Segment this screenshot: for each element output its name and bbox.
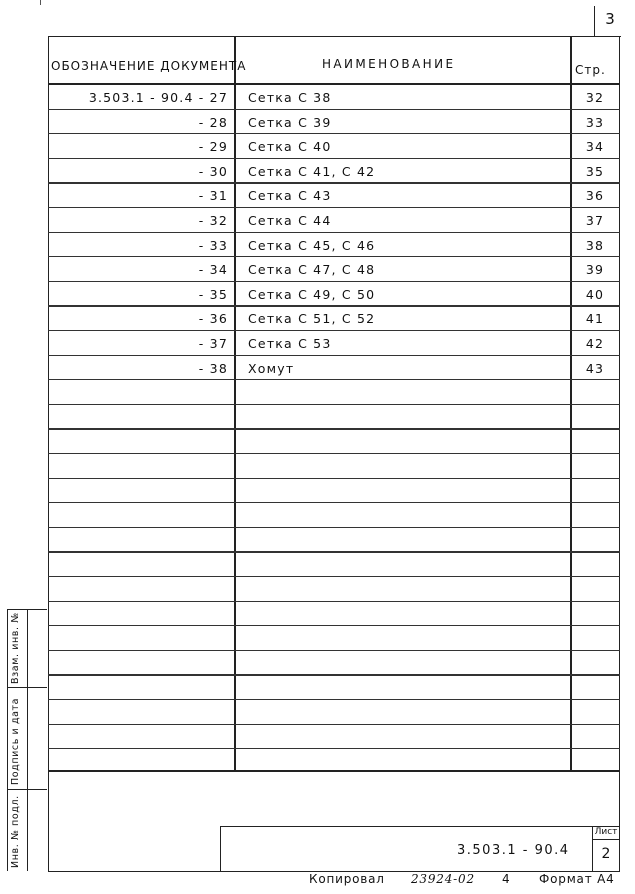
row-rule bbox=[48, 109, 620, 110]
row-name: Сетка С 47, С 48 bbox=[248, 262, 376, 278]
footer-order-number: 23924-02 bbox=[411, 872, 475, 886]
row-rule bbox=[48, 256, 620, 257]
header-name: НАИМЕНОВАНИЕ bbox=[322, 57, 456, 71]
row-rule bbox=[48, 502, 620, 503]
row-designation: - 37 bbox=[198, 336, 228, 351]
row-rule bbox=[48, 748, 620, 749]
row-rule bbox=[48, 527, 620, 528]
row-rule bbox=[48, 305, 620, 306]
stamp-signature-date: Подпись и дата bbox=[10, 697, 21, 785]
row-rule bbox=[48, 133, 620, 134]
title-block-sheet-label: Лист bbox=[592, 826, 620, 840]
row-rule bbox=[48, 182, 620, 183]
row-page: 41 bbox=[585, 311, 605, 327]
row-designation: - 33 bbox=[198, 237, 228, 253]
row-name: Сетка С 38 bbox=[248, 90, 332, 105]
row-rule bbox=[48, 724, 620, 725]
row-page: 32 bbox=[585, 90, 605, 105]
stamp-outer-edge bbox=[7, 609, 8, 871]
row-rule bbox=[48, 478, 620, 479]
row-designation: - 31 bbox=[198, 188, 228, 204]
row-page: 39 bbox=[585, 262, 605, 278]
row-name: Сетка С 53 bbox=[248, 336, 332, 351]
row-rule bbox=[48, 625, 620, 626]
row-rule bbox=[48, 674, 620, 675]
row-rule bbox=[48, 158, 620, 159]
header-page: Стр. bbox=[575, 63, 606, 77]
row-rule bbox=[48, 453, 620, 454]
row-designation: - 28 bbox=[198, 114, 228, 130]
row-rule bbox=[48, 379, 620, 380]
row-page: 36 bbox=[585, 188, 605, 204]
table-bottom-rule bbox=[48, 770, 620, 772]
row-name: Сетка С 43 bbox=[248, 188, 332, 204]
row-page: 43 bbox=[585, 360, 605, 376]
row-designation: - 30 bbox=[198, 163, 228, 179]
header-rule bbox=[48, 83, 620, 85]
side-stamp bbox=[7, 609, 47, 871]
stamp-rule-1 bbox=[7, 687, 47, 688]
row-rule bbox=[48, 551, 620, 552]
stamp-inventory-original: Инв. № подл. bbox=[10, 795, 21, 868]
row-page: 35 bbox=[585, 163, 605, 179]
row-designation: - 32 bbox=[198, 213, 228, 228]
row-page: 34 bbox=[585, 139, 605, 155]
title-block-document-code: 3.503.1 - 90.4 bbox=[457, 843, 570, 858]
row-name: Сетка С 51, С 52 bbox=[248, 311, 376, 327]
row-rule bbox=[48, 207, 620, 208]
row-name: Сетка С 39 bbox=[248, 114, 332, 130]
row-name: Сетка С 40 bbox=[248, 139, 332, 155]
row-rule bbox=[48, 232, 620, 233]
row-rule bbox=[48, 428, 620, 429]
row-rule bbox=[48, 404, 620, 405]
row-designation: - 38 bbox=[198, 360, 228, 376]
row-rule bbox=[48, 601, 620, 602]
row-name: Сетка С 49, С 50 bbox=[248, 286, 376, 302]
row-designation: - 29 bbox=[198, 139, 228, 155]
stamp-replaces-inventory: Взам. инв. № bbox=[10, 612, 21, 684]
header-designation: ОБОЗНАЧЕНИЕ ДОКУМЕНТА bbox=[51, 59, 247, 73]
row-rule bbox=[48, 281, 620, 282]
row-page: 33 bbox=[585, 114, 605, 130]
row-page: 42 bbox=[585, 336, 605, 351]
row-designation: - 34 bbox=[198, 262, 228, 278]
footer-copy-count: 4 bbox=[502, 872, 511, 886]
stamp-top-rule bbox=[7, 609, 47, 610]
title-block-sheet-number: 2 bbox=[601, 846, 611, 862]
row-rule bbox=[48, 355, 620, 356]
row-page: 40 bbox=[585, 286, 605, 302]
row-page: 37 bbox=[585, 213, 605, 228]
row-name: Сетка С 45, С 46 bbox=[248, 237, 376, 253]
row-name: Хомут bbox=[248, 360, 295, 376]
row-name: Сетка С 44 bbox=[248, 213, 332, 228]
row-rule bbox=[48, 330, 620, 331]
row-name: Сетка С 41, С 42 bbox=[248, 163, 376, 179]
stamp-rule-2 bbox=[7, 789, 47, 790]
row-page: 38 bbox=[585, 237, 605, 253]
stamp-inner-divider bbox=[27, 609, 28, 871]
page-number: 3 bbox=[605, 10, 615, 28]
row-designation: - 36 bbox=[198, 311, 228, 327]
footer-copied: Копировал bbox=[309, 872, 385, 886]
row-designation: 3.503.1 - 90.4 - 27 bbox=[88, 90, 228, 105]
row-rule bbox=[48, 650, 620, 651]
frame-tick bbox=[40, 0, 41, 5]
footer-format: Формат А4 bbox=[539, 872, 615, 886]
row-rule bbox=[48, 699, 620, 700]
row-rule bbox=[48, 576, 620, 577]
row-designation: - 35 bbox=[198, 286, 228, 302]
